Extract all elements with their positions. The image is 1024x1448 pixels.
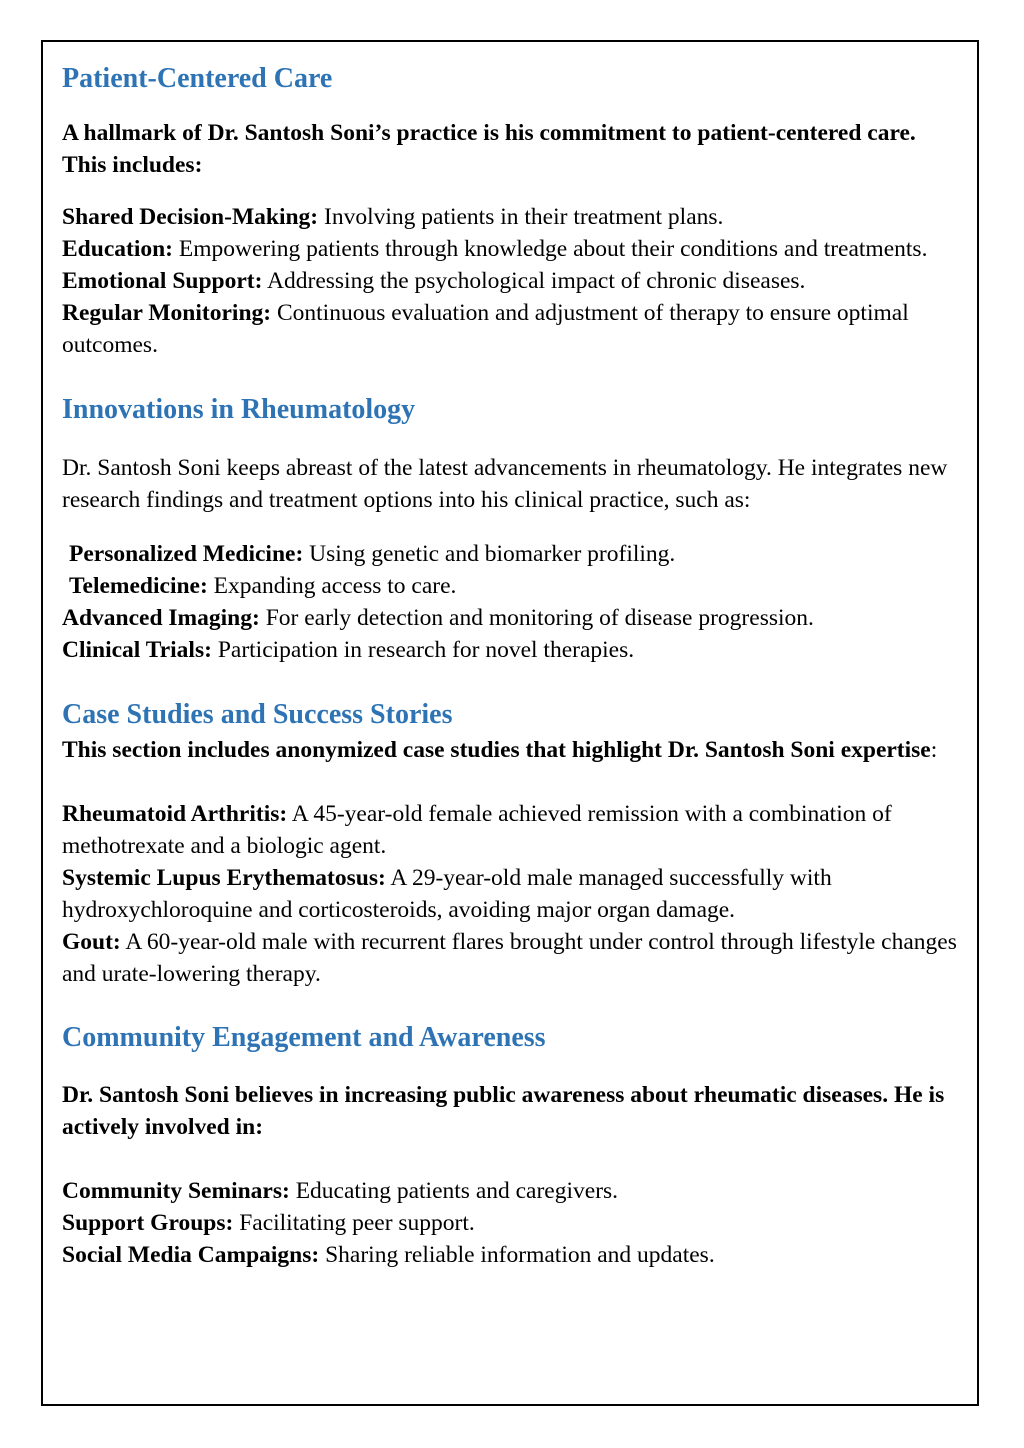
section-heading-community: Community Engagement and Awareness xyxy=(62,1022,546,1053)
list-patient-care xyxy=(62,201,962,361)
list-item xyxy=(62,297,962,361)
list-case-studies xyxy=(62,798,962,990)
list-item xyxy=(62,1239,962,1271)
item-term: Rheumatoid Arthritis: xyxy=(62,801,288,827)
list-item xyxy=(62,1175,962,1207)
item-text: Expanding access to care. xyxy=(207,573,457,599)
item-text: Educating patients and caregivers. xyxy=(289,1178,619,1204)
list-item xyxy=(62,1207,962,1239)
item-term: Regular Monitoring: xyxy=(62,300,272,326)
item-term: Shared Decision-Making: xyxy=(62,204,319,230)
list-item xyxy=(62,265,962,297)
item-text: Addressing the psychological impact of chronic diseases. xyxy=(262,268,806,294)
section-intro-patient-care: A hallmark of Dr. Santosh Soni’s practice is his commitment to patient-centered care. This includes: xyxy=(62,120,916,178)
item-term: Education: xyxy=(62,236,173,262)
item-text: Sharing reliable information and updates. xyxy=(319,1242,715,1268)
section-intro-case-studies xyxy=(62,734,962,766)
list-item xyxy=(62,570,962,602)
item-term: Telemedicine: xyxy=(69,573,208,599)
list-item xyxy=(62,233,962,265)
list-item xyxy=(62,926,962,990)
item-term: Personalized Medicine: xyxy=(69,541,304,567)
section-heading-case-studies: Case Studies and Success Stories xyxy=(62,699,453,730)
item-text: Facilitating peer support. xyxy=(233,1210,475,1236)
section-intro-community: Dr. Santosh Soni believes in increasing public awareness about rheumatic diseases. He is actively involved in: xyxy=(62,1082,945,1140)
item-term: Systemic Lupus Erythematosus: xyxy=(62,865,386,891)
item-text: For early detection and monitoring of disease progression. xyxy=(259,605,814,631)
list-item xyxy=(62,634,962,666)
item-text: Participation in research for novel therapies. xyxy=(211,637,635,663)
item-text: Involving patients in their treatment plans. xyxy=(318,204,724,230)
document-body xyxy=(62,62,962,1271)
item-term: Emotional Support: xyxy=(62,268,263,294)
item-term: Gout: xyxy=(62,929,121,955)
section-heading-innovations: Innovations in Rheumatology xyxy=(62,394,416,425)
item-text: A 60-year-old male with recurrent flares brought under control through lifestyle changes and urate-lowering therapy. xyxy=(62,929,957,987)
item-text: Continuous evaluation and adjustment of therapy to ensure optimal outcomes. xyxy=(62,300,909,358)
section-intro-innovations: Dr. Santosh Soni keeps abreast of the latest advancements in rheumatology. He integrates new research findings and treatment options into his clinical practice, such as: xyxy=(62,455,948,513)
item-term: Support Groups: xyxy=(62,1210,234,1236)
list-innovations xyxy=(62,538,962,666)
list-item xyxy=(62,602,962,634)
list-item xyxy=(62,201,962,233)
item-text: A 29-year-old male managed successfully with hydroxychloroquine and corticosteroids, avoiding major organ damage. xyxy=(62,865,832,923)
item-text: Using genetic and biomarker profiling. xyxy=(303,541,676,567)
intro-suffix: : xyxy=(930,737,938,763)
list-community xyxy=(62,1175,962,1271)
item-term: Advanced Imaging: xyxy=(62,605,260,631)
intro-bold-text: This section includes anonymized case studies that highlight Dr. Santosh Soni expertise xyxy=(62,737,931,763)
item-term: Social Media Campaigns: xyxy=(62,1242,320,1268)
section-heading-patient-care: Patient-Centered Care xyxy=(62,63,333,94)
item-term: Clinical Trials: xyxy=(62,637,212,663)
item-term: Community Seminars: xyxy=(62,1178,290,1204)
list-item xyxy=(62,862,962,926)
item-text: Empowering patients through knowledge about their conditions and treatments. xyxy=(173,236,928,262)
list-item xyxy=(62,538,962,570)
item-text: A 45-year-old female achieved remission with a combination of methotrexate and a biologic agent. xyxy=(62,801,892,859)
list-item xyxy=(62,798,962,862)
